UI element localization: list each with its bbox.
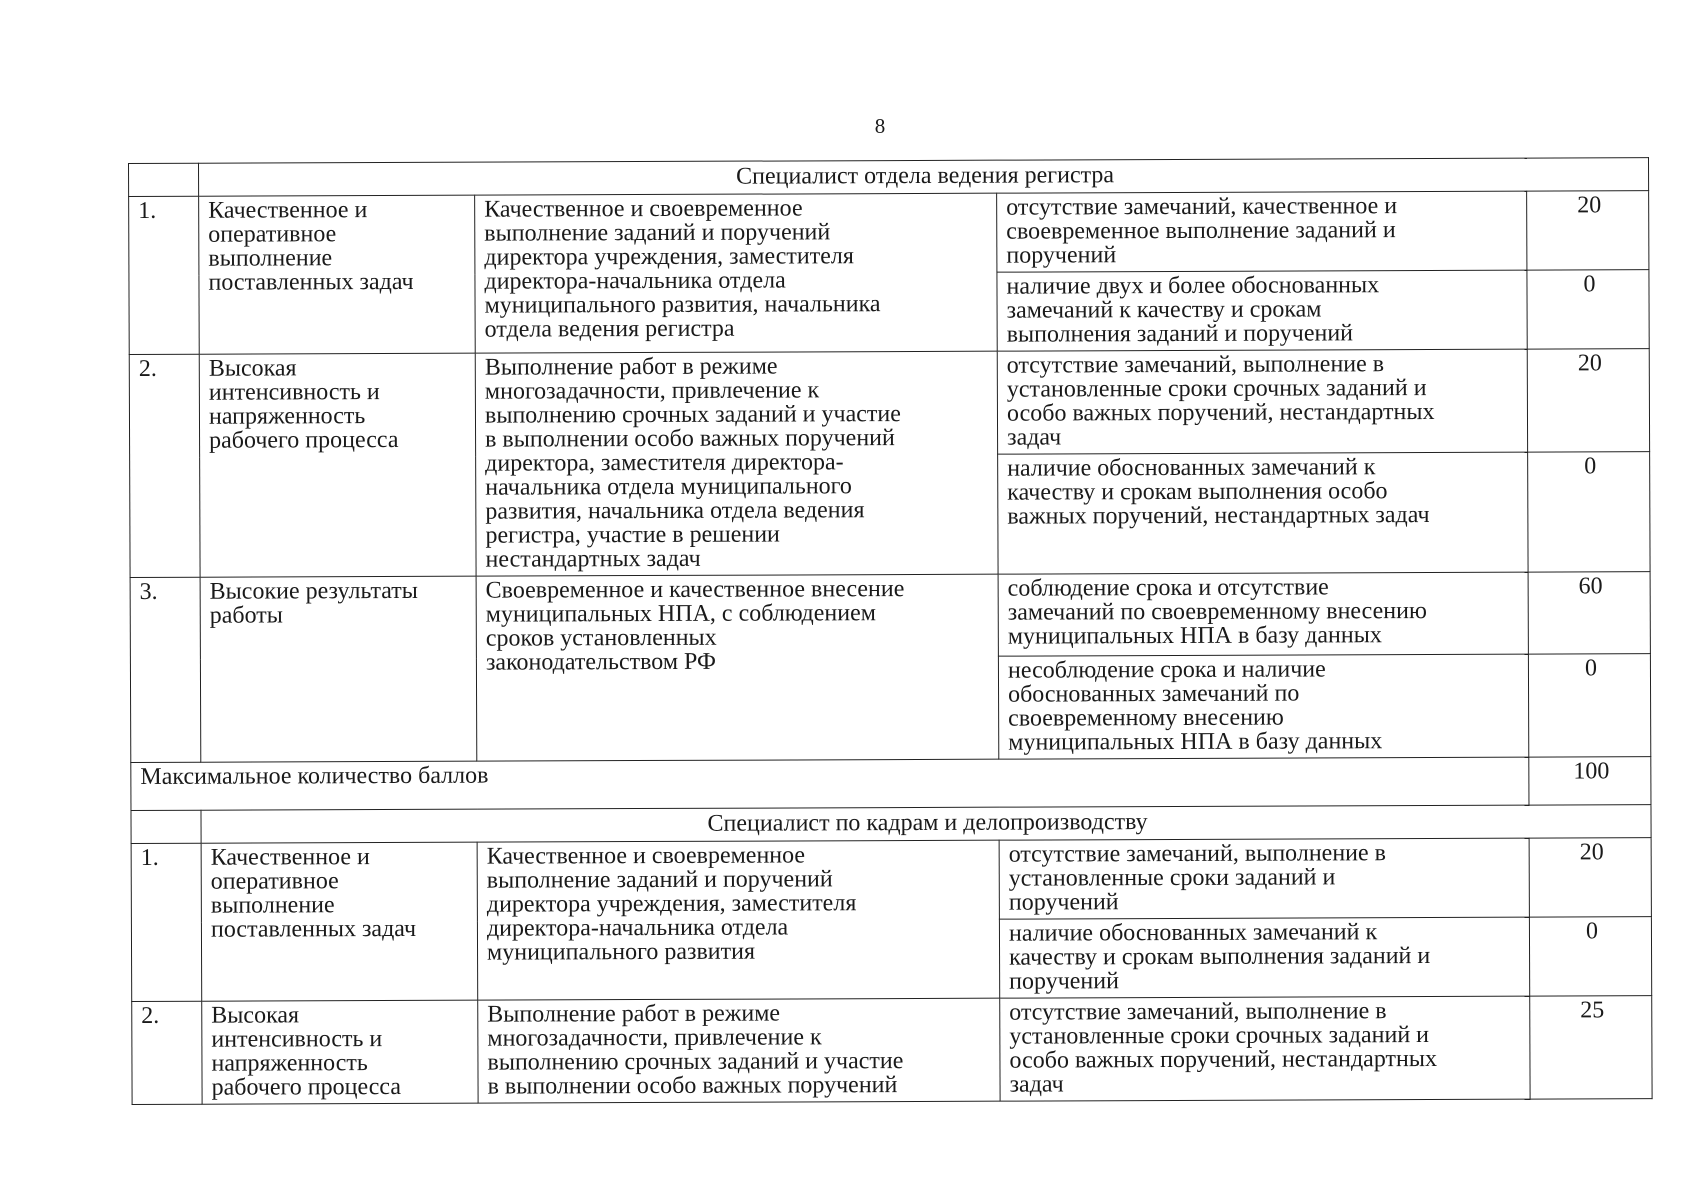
section-header-num-cell [131, 810, 201, 843]
row-number: 1. [129, 196, 200, 354]
criterion-description: Своевременное и качественное внесение муниципальных НПА, с соблюдением сроков установленных законодательством РФ [476, 574, 999, 761]
table-row [132, 996, 1652, 1105]
condition-text: наличие двух и более обоснованных замечаний к качеству и срокам выполнения заданий и поручений [997, 270, 1527, 351]
total-label: Максимальное количество баллов [131, 757, 1529, 810]
total-value: 100 [1529, 757, 1651, 805]
condition-points: 25 [1530, 996, 1652, 1099]
criterion-name: Высокие результаты работы [200, 576, 477, 762]
criterion-name: Качественное и оперативное выполнение поставленных задач [201, 842, 478, 1001]
condition-text: соблюдение срока и отсутствие замечаний по своевременному внесению муниципальных НПА в базу данных [998, 572, 1528, 656]
condition-points: 0 [1527, 270, 1649, 349]
condition-text: отсутствие замечаний, выполнение в установленные сроки заданий и поручений [999, 838, 1529, 919]
criterion-name: Качественное и оперативное выполнение поставленных задач [199, 195, 476, 354]
criterion-description: Качественное и своевременное выполнение заданий и поручений директора учреждения, заместителя директора-начальника отдела муниципального развития, начальника отдела ведения регистра [475, 193, 998, 353]
page-number: 8 [874, 114, 886, 138]
row-number: 1. [131, 843, 202, 1001]
criteria-sheet [128, 157, 1652, 1105]
table-row [129, 191, 1649, 276]
condition-text: отсутствие замечаний, качественное и своевременное выполнение заданий и поручений [997, 191, 1527, 272]
condition-points: 20 [1527, 349, 1649, 452]
condition-points: 20 [1529, 838, 1651, 917]
criterion-description: Выполнение работ в режиме многозадачности, привлечение к выполнению срочных заданий и участие в выполнении особо важных поручений [478, 998, 1000, 1103]
table-row [131, 838, 1651, 923]
section-header-num-cell [129, 163, 199, 196]
table-row [130, 572, 1650, 660]
condition-points: 20 [1527, 191, 1649, 270]
condition-text: наличие обоснованных замечаний к качеству и срокам выполнения заданий и поручений [999, 917, 1529, 998]
total-row [131, 757, 1651, 811]
section-title: Специалист отдела ведения регистра [199, 158, 1649, 197]
condition-points: 0 [1529, 917, 1651, 996]
condition-text: наличие обоснованных замечаний к качеству и срокам выполнения особо важных поручений, нестандартных задач [998, 452, 1528, 574]
condition-points: 0 [1528, 452, 1650, 572]
condition-points: 60 [1528, 572, 1650, 654]
criteria-table [128, 157, 1653, 1105]
criterion-description: Качественное и своевременное выполнение заданий и поручений директора учреждения, заместителя директора-начальника отдела муниципального развития [477, 840, 1000, 1000]
condition-text: несоблюдение срока и наличие обоснованных замечаний по своевременному внесению муниципальных НПА в базу данных [998, 654, 1528, 759]
row-number: 2. [132, 1001, 202, 1104]
criterion-description: Выполнение работ в режиме многозадачности, привлечение к выполнению срочных заданий и участие в выполнении особо важных поручений директора, заместителя директора- начальника отдела муниципального развития, начальника отдела ведения регистра, участие в решении нестандартных задач [475, 351, 998, 576]
row-number: 2. [129, 354, 200, 577]
condition-text: отсутствие замечаний, выполнение в установленные сроки срочных заданий и особо важных поручений, нестандартных задач [1000, 996, 1530, 1101]
criterion-name: Высокая интенсивность и напряженность рабочего процесса [202, 1000, 478, 1104]
condition-points: 0 [1528, 654, 1650, 757]
table-row [129, 349, 1649, 458]
row-number: 3. [130, 577, 201, 762]
condition-text: отсутствие замечаний, выполнение в установленные сроки срочных заданий и особо важных поручений, нестандартных задач [997, 349, 1527, 454]
section-title: Специалист по кадрам и делопроизводству [201, 805, 1651, 844]
criterion-name: Высокая интенсивность и напряженность рабочего процесса [199, 353, 476, 577]
